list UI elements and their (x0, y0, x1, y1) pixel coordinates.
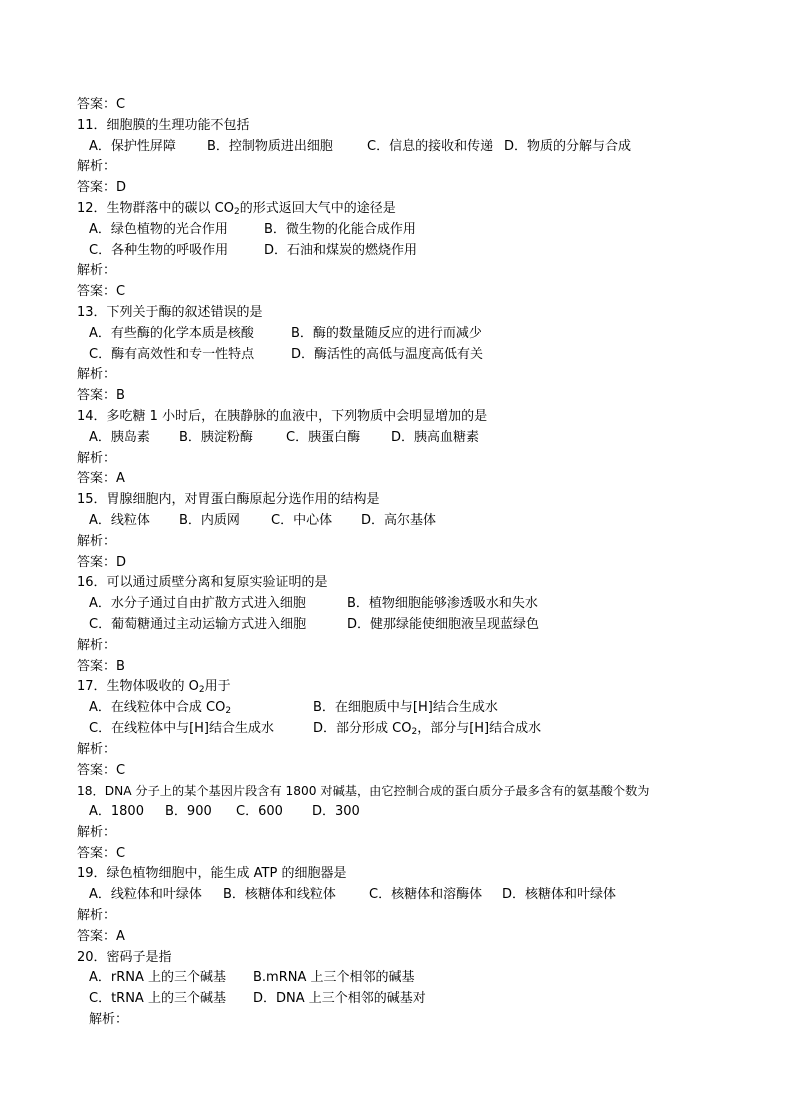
question-19: 19．绿色植物细胞中，能生成 ATP 的细胞器是 (77, 866, 347, 882)
analysis-12: 解析： (77, 263, 117, 279)
question-15: 15．胃腺细胞内，对胃蛋白酶原起分选作用的结构是 (77, 492, 380, 508)
option-b: B．植物细胞能够渗透吸水和失水 (347, 596, 538, 612)
question-16: 16．可以通过质壁分离和复原实验证明的是 (77, 575, 328, 591)
options-17-row1 (77, 698, 767, 719)
option-c: C．600 (236, 804, 283, 820)
option-c: C．中心体 (271, 512, 333, 528)
question-12-text-end: 的形式返回大气中的途径是 (239, 200, 396, 216)
option-a: A．绿色植物的光合作用 (89, 221, 228, 237)
option-a-text: A．在线粒体中合成 CO (89, 700, 226, 716)
option-b: B．内质网 (179, 512, 240, 528)
option-d: D．物质的分解与合成 (504, 138, 632, 154)
question-17-text: 17．生物体吸收的 O (77, 679, 199, 695)
answer-15: 答案：D (77, 554, 127, 570)
options-12-row1 (77, 220, 767, 241)
answer-12: 答案：C (77, 284, 126, 300)
option-d: D．300 (312, 804, 360, 820)
question-17 (77, 677, 767, 698)
analysis-14: 解析： (77, 450, 117, 466)
question-12-text: 12．生物群落中的碳以 CO (77, 200, 234, 216)
option-d: D．DNA 上三个相邻的碱基对 (253, 991, 426, 1007)
option-a: A．有些酶的化学本质是核酸 (89, 325, 254, 341)
options-13-row2 (77, 345, 767, 366)
answer-18: 答案：C (77, 845, 126, 861)
option-d: D．酶活性的高低与温度高低有关 (291, 346, 484, 362)
option-c: C．胰蛋白酶 (286, 429, 361, 445)
analysis-17: 解析： (77, 741, 117, 757)
option-c: C．各种生物的呼吸作用 (89, 242, 229, 258)
options-15 (77, 511, 767, 532)
question-18: 18．DNA 分子上的某个基因片段含有 1800 对碱基，由它控制合成的蛋白质分子最多含有的氨基酸个数为 (77, 784, 650, 799)
option-c: C．在线粒体中与[H]结合生成水 (89, 720, 274, 736)
option-d: D．健那绿能使细胞液呈现蓝绿色 (347, 616, 540, 632)
analysis-16: 解析： (77, 637, 117, 653)
analysis-15: 解析： (77, 533, 117, 549)
option-d-text: D．部分形成 CO (313, 720, 412, 736)
option-a: A．线粒体 (89, 512, 150, 528)
option-b: B．控制物质进出细胞 (207, 138, 333, 154)
option-a: A．胰岛素 (89, 429, 150, 445)
options-11 (77, 137, 767, 158)
options-16-row1 (77, 594, 767, 615)
option-d: D．高尔基体 (361, 512, 437, 528)
answer-14: 答案：A (77, 471, 125, 487)
options-14 (77, 428, 767, 449)
question-20: 20．密码子是指 (77, 949, 172, 965)
option-c: C．酶有高效性和专一性特点 (89, 346, 255, 362)
subscript: 2 (198, 685, 205, 696)
analysis-11: 解析： (77, 159, 117, 175)
options-20-row2 (77, 989, 767, 1010)
answer-10: 答案：C (77, 97, 126, 112)
answer-17: 答案：C (77, 762, 126, 778)
option-c: C．信息的接收和传递 (367, 138, 494, 154)
answer-16: 答案：B (77, 658, 125, 674)
subscript: 2 (225, 706, 232, 717)
option-b: B.mRNA 上三个相邻的碱基 (253, 970, 415, 986)
question-14: 14．多吃糖 1 小时后，在胰静脉的血液中，下列物质中会明显增加的是 (77, 408, 488, 424)
options-19 (77, 885, 767, 906)
subscript: 2 (411, 726, 418, 737)
answer-11: 答案：D (77, 180, 127, 196)
options-16-row2 (77, 615, 767, 636)
option-d-text-end: ，部分与[H]结合成水 (417, 720, 542, 736)
option-b: B．胰淀粉酶 (179, 429, 253, 445)
option-a (89, 698, 313, 719)
question-13: 13．下列关于酶的叙述错误的是 (77, 304, 263, 320)
subscript: 2 (233, 206, 240, 217)
option-a: A．rRNA 上的三个碱基 (89, 970, 227, 986)
options-20-row1 (77, 968, 767, 989)
option-b: B．900 (165, 804, 212, 820)
option-a: A．线粒体和叶绿体 (89, 887, 202, 903)
option-c: C．tRNA 上的三个碱基 (89, 991, 226, 1007)
question-list (77, 95, 767, 1031)
options-17-row2 (77, 719, 767, 740)
option-d: D．胰高血糖素 (391, 429, 480, 445)
options-12-row2 (77, 241, 767, 262)
options-13-row1 (77, 324, 767, 345)
option-c: C．葡萄糖通过主动运输方式进入细胞 (89, 616, 307, 632)
option-a: A．1800 (89, 804, 144, 820)
option-b: B．在细胞质中与[H]结合生成水 (313, 700, 498, 716)
option-c: C．核糖体和溶酶体 (369, 887, 483, 903)
option-d: D．石油和煤炭的燃烧作用 (264, 242, 418, 258)
analysis-18: 解析： (77, 824, 117, 840)
option-b: B．微生物的化能合成作用 (264, 221, 416, 237)
answer-19: 答案：A (77, 928, 125, 944)
option-d (313, 719, 541, 740)
question-17-text-end: 用于 (204, 679, 231, 695)
option-b: B．核糖体和线粒体 (223, 887, 336, 903)
question-12 (77, 199, 767, 220)
analysis-13: 解析： (77, 367, 117, 383)
analysis-19: 解析： (77, 908, 117, 924)
option-d: D．核糖体和叶绿体 (502, 887, 617, 903)
option-b: B．酶的数量随反应的进行而减少 (291, 325, 482, 341)
answer-13: 答案：B (77, 388, 125, 404)
options-18 (77, 802, 767, 823)
analysis-20: 解析： (89, 1012, 129, 1028)
question-11: 11．细胞膜的生理功能不包括 (77, 117, 250, 133)
option-a: A．水分子通过自由扩散方式进入细胞 (89, 596, 306, 612)
option-a: A．保护性屏障 (89, 138, 176, 154)
